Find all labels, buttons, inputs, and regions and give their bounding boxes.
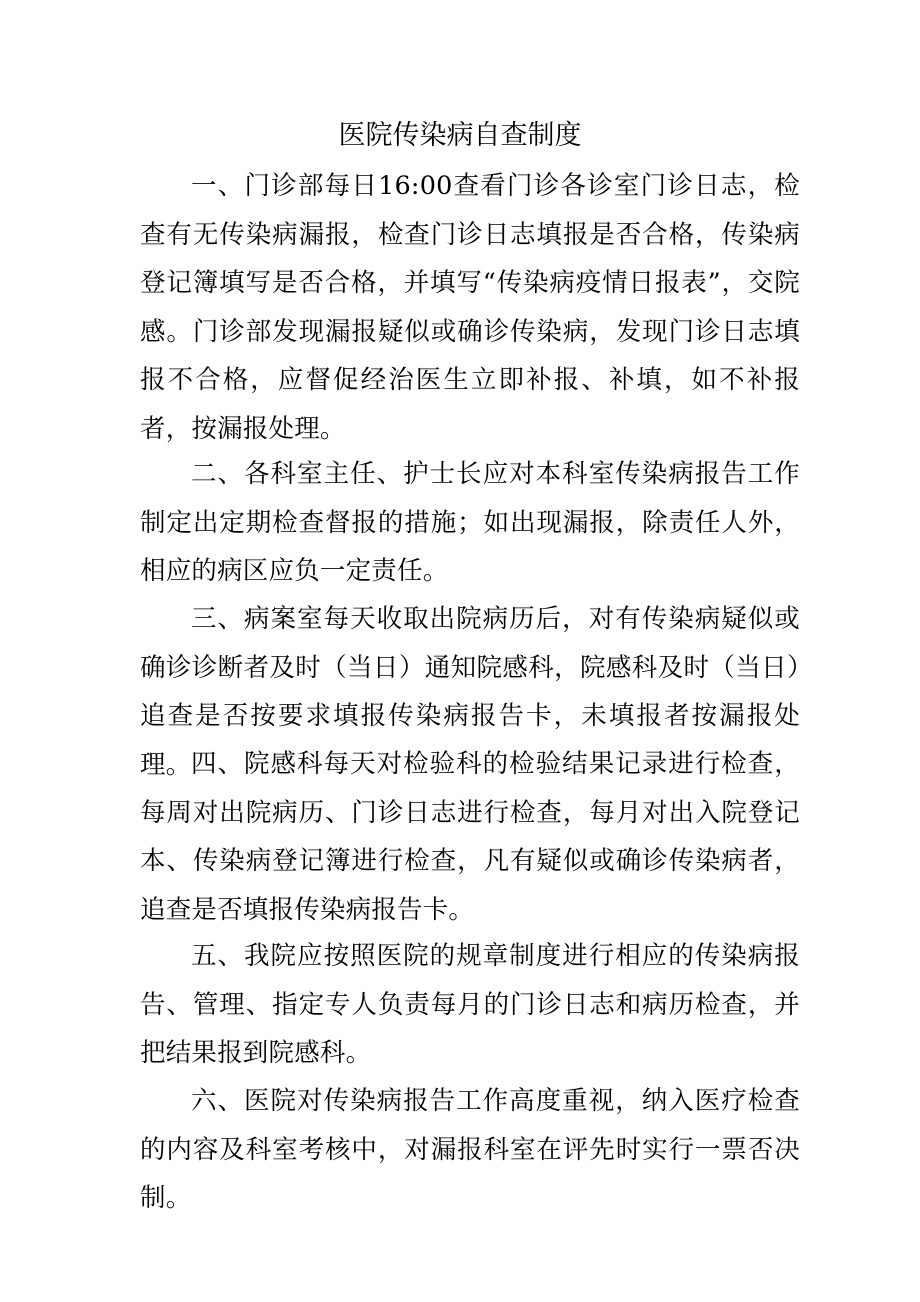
paragraph-1: 一、门诊部每日16:00查看门诊各诊室门诊日志，检查有无传染病漏报，检查门诊日志填报是否合格，传染病登记簿填写是否合格，并填写“传染病疫情日报表”，交院感。门诊部发现漏报疑似或确诊传染病，发现门诊日志填报不合格，应督促经治医生立即补报、补填，如不补报者，按漏报处理。: [140, 171, 800, 444]
paragraph-2: 二、各科室主任、护士长应对本科室传染病报告工作制定出定期检查督报的措施；如出现漏报，除责任人外，相应的病区应负一定责任。: [140, 459, 800, 586]
paragraph-4: 四、院感科每天对检验科的检验结果记录进行检查，每周对出院病历、门诊日志进行检查，每月对出入院登记本、传染病登记簿进行检查，凡有疑似或确诊传染病者，追查是否填报传染病报告卡。: [140, 749, 800, 925]
paragraph-6: 六、医院对传染病报告工作高度重视，纳入医疗检查的内容及科室考核中，对漏报科室在评先时实行一票否决制。: [140, 1086, 800, 1213]
paragraph-3: 三、病案室每天收取出院病历后，对有传染病疑似或确诊诊断者及时（当日）通知院感科，院感科及时（当日）追查是否按要求填报传染病报告卡，未填报者按漏报处理。: [140, 604, 800, 780]
document-title: 医院传染病自查制度: [338, 120, 582, 151]
paragraph-5: 五、我院应按照医院的规章制度进行相应的传染病报告、管理、指定专人负责每月的门诊日志和病历检查，并把结果报到院感科。: [140, 941, 800, 1068]
